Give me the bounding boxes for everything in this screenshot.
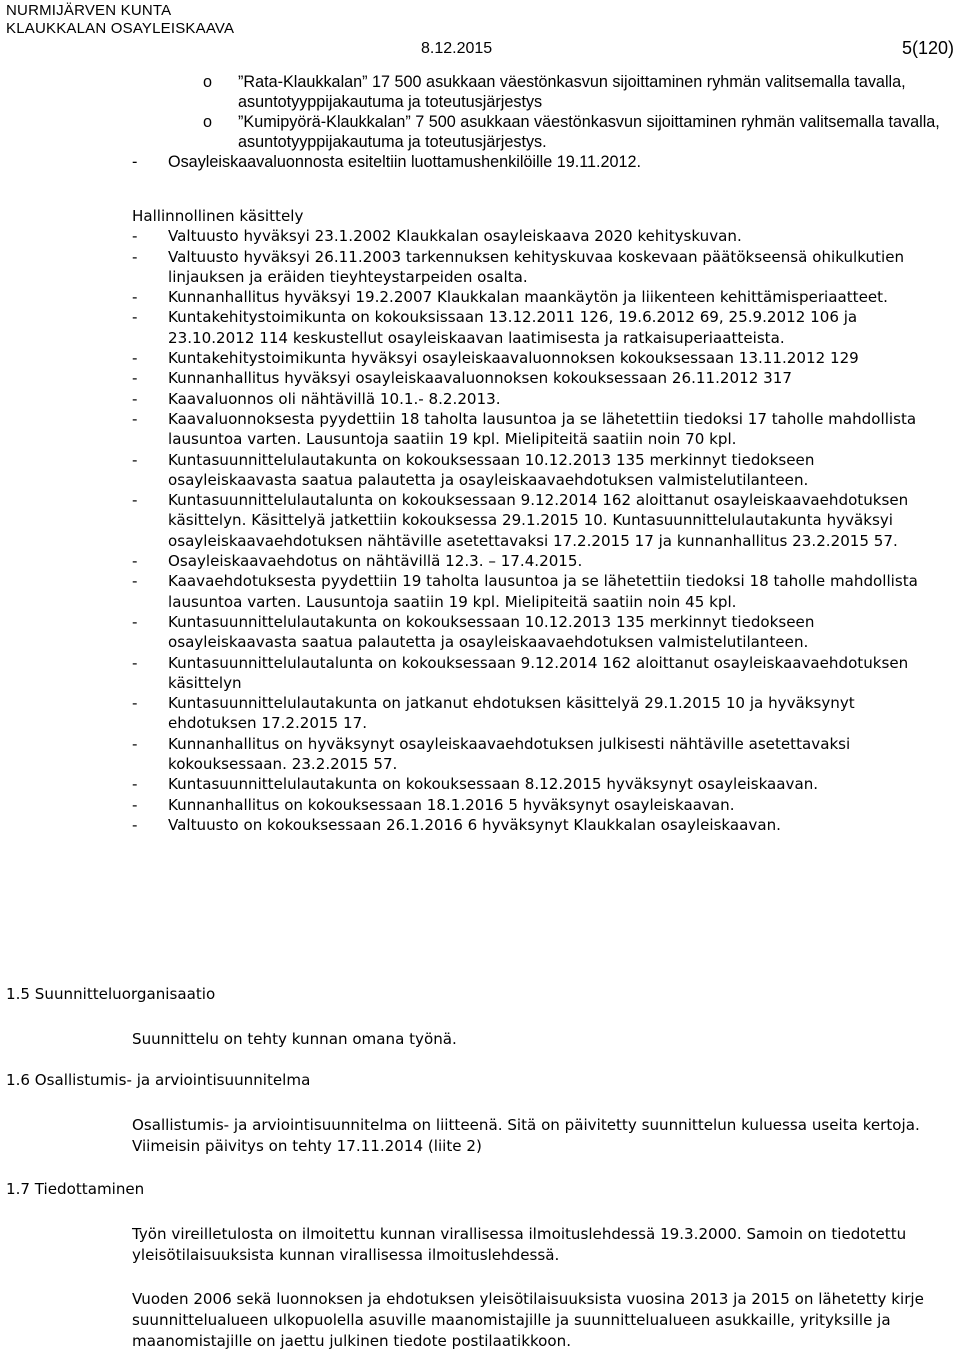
list-item-text: Kuntasuunnittelulautakunta on kokouksessaan 8.12.2015 hyväksynyt osayleiskaavan. — [168, 775, 819, 794]
top-list — [132, 72, 952, 172]
dash-marker: - — [132, 795, 138, 814]
list-item — [132, 612, 948, 653]
dash-marker: - — [132, 389, 138, 408]
list-item-text: Kunnanhallitus hyväksyi osayleiskaavaluonnoksen kokouksessaan 26.11.2012 317 — [168, 369, 792, 388]
list-item — [132, 551, 948, 571]
list-item-text: Kuntasuunnittelulautalunta on kokouksessaan 9.12.2014 162 aloittanut osayleiskaavaehdotuksen käsittelyn — [168, 653, 909, 692]
dash-marker: - — [132, 349, 138, 368]
list-item — [132, 72, 952, 112]
dash-marker: - — [132, 775, 138, 794]
list-item-text: ”Kumipyörä-Klaukkalan” 7 500 asukkaan väestönkasvun sijoittaminen ryhmän valitsemalla tavalla, asuntotyyppijakautuma ja toteutusjärjestys. — [238, 113, 940, 151]
section-heading-participation-plan: 1.6 Osallistumis- ja arviointisuunnitelma — [6, 1071, 311, 1089]
list-item — [132, 368, 948, 388]
dash-marker: - — [132, 612, 138, 631]
dash-marker: - — [132, 227, 138, 246]
list-item — [132, 307, 948, 348]
dash-marker: - — [132, 572, 138, 591]
dash-marker: - — [132, 552, 138, 571]
list-item-text: Kuntasuunnittelulautakunta on kokouksessaan 10.12.2013 135 merkinnyt tiedokseen osayleiskaavasta saatua palautetta ja osayleiskaavaehdotuksen valmistelutilanteen. — [168, 450, 815, 489]
list-item — [132, 815, 948, 835]
dash-marker: - — [132, 308, 138, 327]
dash-marker: - — [132, 734, 138, 753]
list-item — [132, 774, 948, 794]
list-item — [132, 247, 948, 288]
dash-marker: - — [132, 409, 138, 428]
list-item — [132, 152, 952, 172]
plan-name: KLAUKKALAN OSAYLEISKAAVA — [6, 20, 235, 37]
list-item — [132, 490, 948, 551]
section-text-planning-organisation: Suunnittelu on tehty kunnan omana työnä. — [132, 1030, 457, 1048]
dash-marker: - — [132, 369, 138, 388]
list-item — [132, 450, 948, 491]
section-heading-communication: 1.7 Tiedottaminen — [6, 1180, 145, 1198]
dash-marker: - — [132, 694, 138, 713]
list-item-text: Kunnanhallitus on kokouksessaan 18.1.2016 5 hyväksynyt osayleiskaavan. — [168, 795, 735, 814]
section-text-participation-plan: Osallistumis- ja arviointisuunnitelma on liitteenä. Sitä on päivitetty suunnittelun kuluessa useita kertoja. Viimeisin päivitys on tehty 17.11.2014 (liite 2) — [132, 1116, 920, 1155]
section-heading-planning-organisation: 1.5 Suunnitteluorganisaatio — [6, 985, 216, 1003]
page-number: 5(120) — [901, 38, 954, 58]
list-item-text: Kuntakehitystoimikunta hyväksyi osayleiskaavaluonnoksen kokouksessaan 13.11.2012 129 — [168, 349, 859, 368]
section-text-communication-2: Vuoden 2006 sekä luonnoksen ja ehdotuksen yleisötilaisuuksista vuosina 2013 ja 2015 on lähetetty kirje suunnittelualueen ulkopuolella asuville maanomistajille ja suunnittelualueen asukkaille, yrityksille ja maanomistajille on jaettu julkinen tiedote postilaatikkoon. — [132, 1290, 924, 1350]
dash-marker: - — [132, 288, 138, 307]
list-item-text: Osayleiskaavaluonnosta esiteltiin luottamushenkilöille 19.11.2012. — [168, 153, 642, 171]
list-item-text: Osayleiskaavaehdotus on nähtävillä 12.3. – 17.4.2015. — [168, 552, 583, 571]
document-header — [6, 2, 234, 38]
list-item-text: Kuntasuunnittelulautakunta on kokouksessaan 10.12.2013 135 merkinnyt tiedokseen osayleiskaavasta saatua palautetta ja osayleiskaavaehdotuksen valmistelutilanteen. — [168, 612, 815, 652]
dash-marker: - — [132, 450, 138, 469]
bullet-marker: o — [203, 73, 213, 91]
section-text-communication-1: Työn vireilletulosta on ilmoitettu kunnan virallisessa ilmoituslehdessä 19.3.2000. Samoin on tiedotettu yleisötilaisuuksista kunnan virallisessa ilmoituslehdessä. — [132, 1225, 907, 1264]
bullet-marker: o — [203, 113, 213, 131]
list-item-text: Kaavaehdotuksesta pyydettiin 19 taholta lausuntoa ja se lähetettiin tiedoksi 18 taholle mahdollista lausuntoa varten. Lausuntoja saatiin 19 kpl. Mielipiteitä saatiin noin 45 kpl. — [168, 572, 918, 611]
list-item — [132, 112, 952, 152]
list-item — [132, 287, 948, 307]
dash-marker: - — [132, 153, 138, 171]
dash-marker: - — [132, 815, 138, 834]
list-item-text: Kuntakehitystoimikunta on kokouksissaan 13.12.2011 126, 19.6.2012 69, 25.9.2012 106 ja 23.10.2012 114 keskustellut osayleiskaavan laatimisesta ja ratkaisuperiaatteista. — [168, 308, 858, 347]
list-item — [132, 389, 948, 409]
list-item — [132, 693, 948, 734]
list-item — [132, 409, 948, 450]
list-item-text: Valtuusto on kokouksessaan 26.1.2016 6 hyväksynyt Klaukkalan osayleiskaavan. — [168, 815, 781, 834]
admin-processing — [132, 206, 948, 835]
list-item — [132, 226, 948, 246]
list-item-text: Kuntasuunnittelulautakunta on jatkanut ehdotuksen käsittelyä 29.1.2015 10 ja hyväksynyt ehdotuksen 17.2.2015 17. — [168, 694, 855, 733]
list-item — [132, 734, 948, 775]
list-item-text: Kunnanhallitus hyväksyi 19.2.2007 Klaukkalan maankäytön ja liikenteen kehittämisperiaatteet. — [168, 288, 888, 307]
list-item-text: Kunnanhallitus on hyväksynyt osayleiskaavaehdotuksen julkisesti nähtäville asetettavaksi kokouksessaan. 23.2.2015 57. — [168, 734, 851, 774]
list-item — [132, 348, 948, 368]
list-item — [132, 795, 948, 815]
list-item — [132, 571, 948, 612]
list-item-text: Kuntasuunnittelulautalunta on kokouksessaan 9.12.2014 162 aloittanut osayleiskaavaehdotuksen käsittelyn. Käsittelyä jatkettiin kokouksessa 29.1.2015 10. Kuntasuunnittelulautakunta hyväksyi osayleiskaavaehdotuksen nähtäville asetettavaksi 17.2.2015 17 ja kunnanhallitus 23.2.2015 57. — [168, 491, 909, 550]
list-item-text: Valtuusto hyväksyi 23.1.2002 Klaukkalan osayleiskaava 2020 kehityskuvan. — [168, 227, 742, 246]
dash-marker: - — [132, 491, 138, 510]
dash-marker: - — [132, 653, 138, 672]
document-date: 8.12.2015 — [421, 40, 493, 57]
municipality-name: NURMIJÄRVEN KUNTA — [6, 2, 172, 19]
dash-marker: - — [132, 247, 138, 266]
list-item-text: Kaavaluonnoksesta pyydettiin 18 taholta lausuntoa ja se lähetettiin tiedoksi 17 taholle mahdollista lausuntoa varten. Lausuntoja saatiin 19 kpl. Mielipiteitä saatiin noin 70 kpl. — [168, 409, 917, 449]
list-item-text: Kaavaluonnos oli nähtävillä 10.1.- 8.2.2013. — [168, 389, 501, 408]
list-item-text: Valtuusto hyväksyi 26.11.2003 tarkennuksen kehityskuvaa koskevaan päätökseensä ohikulkutien linjauksen ja eräiden tieyhteystarpeiden osalta. — [168, 247, 905, 286]
list-item-text: ”Rata-Klaukkalan” 17 500 asukkaan väestönkasvun sijoittaminen ryhmän valitsemalla tavalla, asuntotyyppijakautuma ja toteutusjärjestys — [238, 73, 906, 111]
admin-heading: Hallinnollinen käsittely — [132, 207, 304, 225]
list-item — [132, 653, 948, 694]
